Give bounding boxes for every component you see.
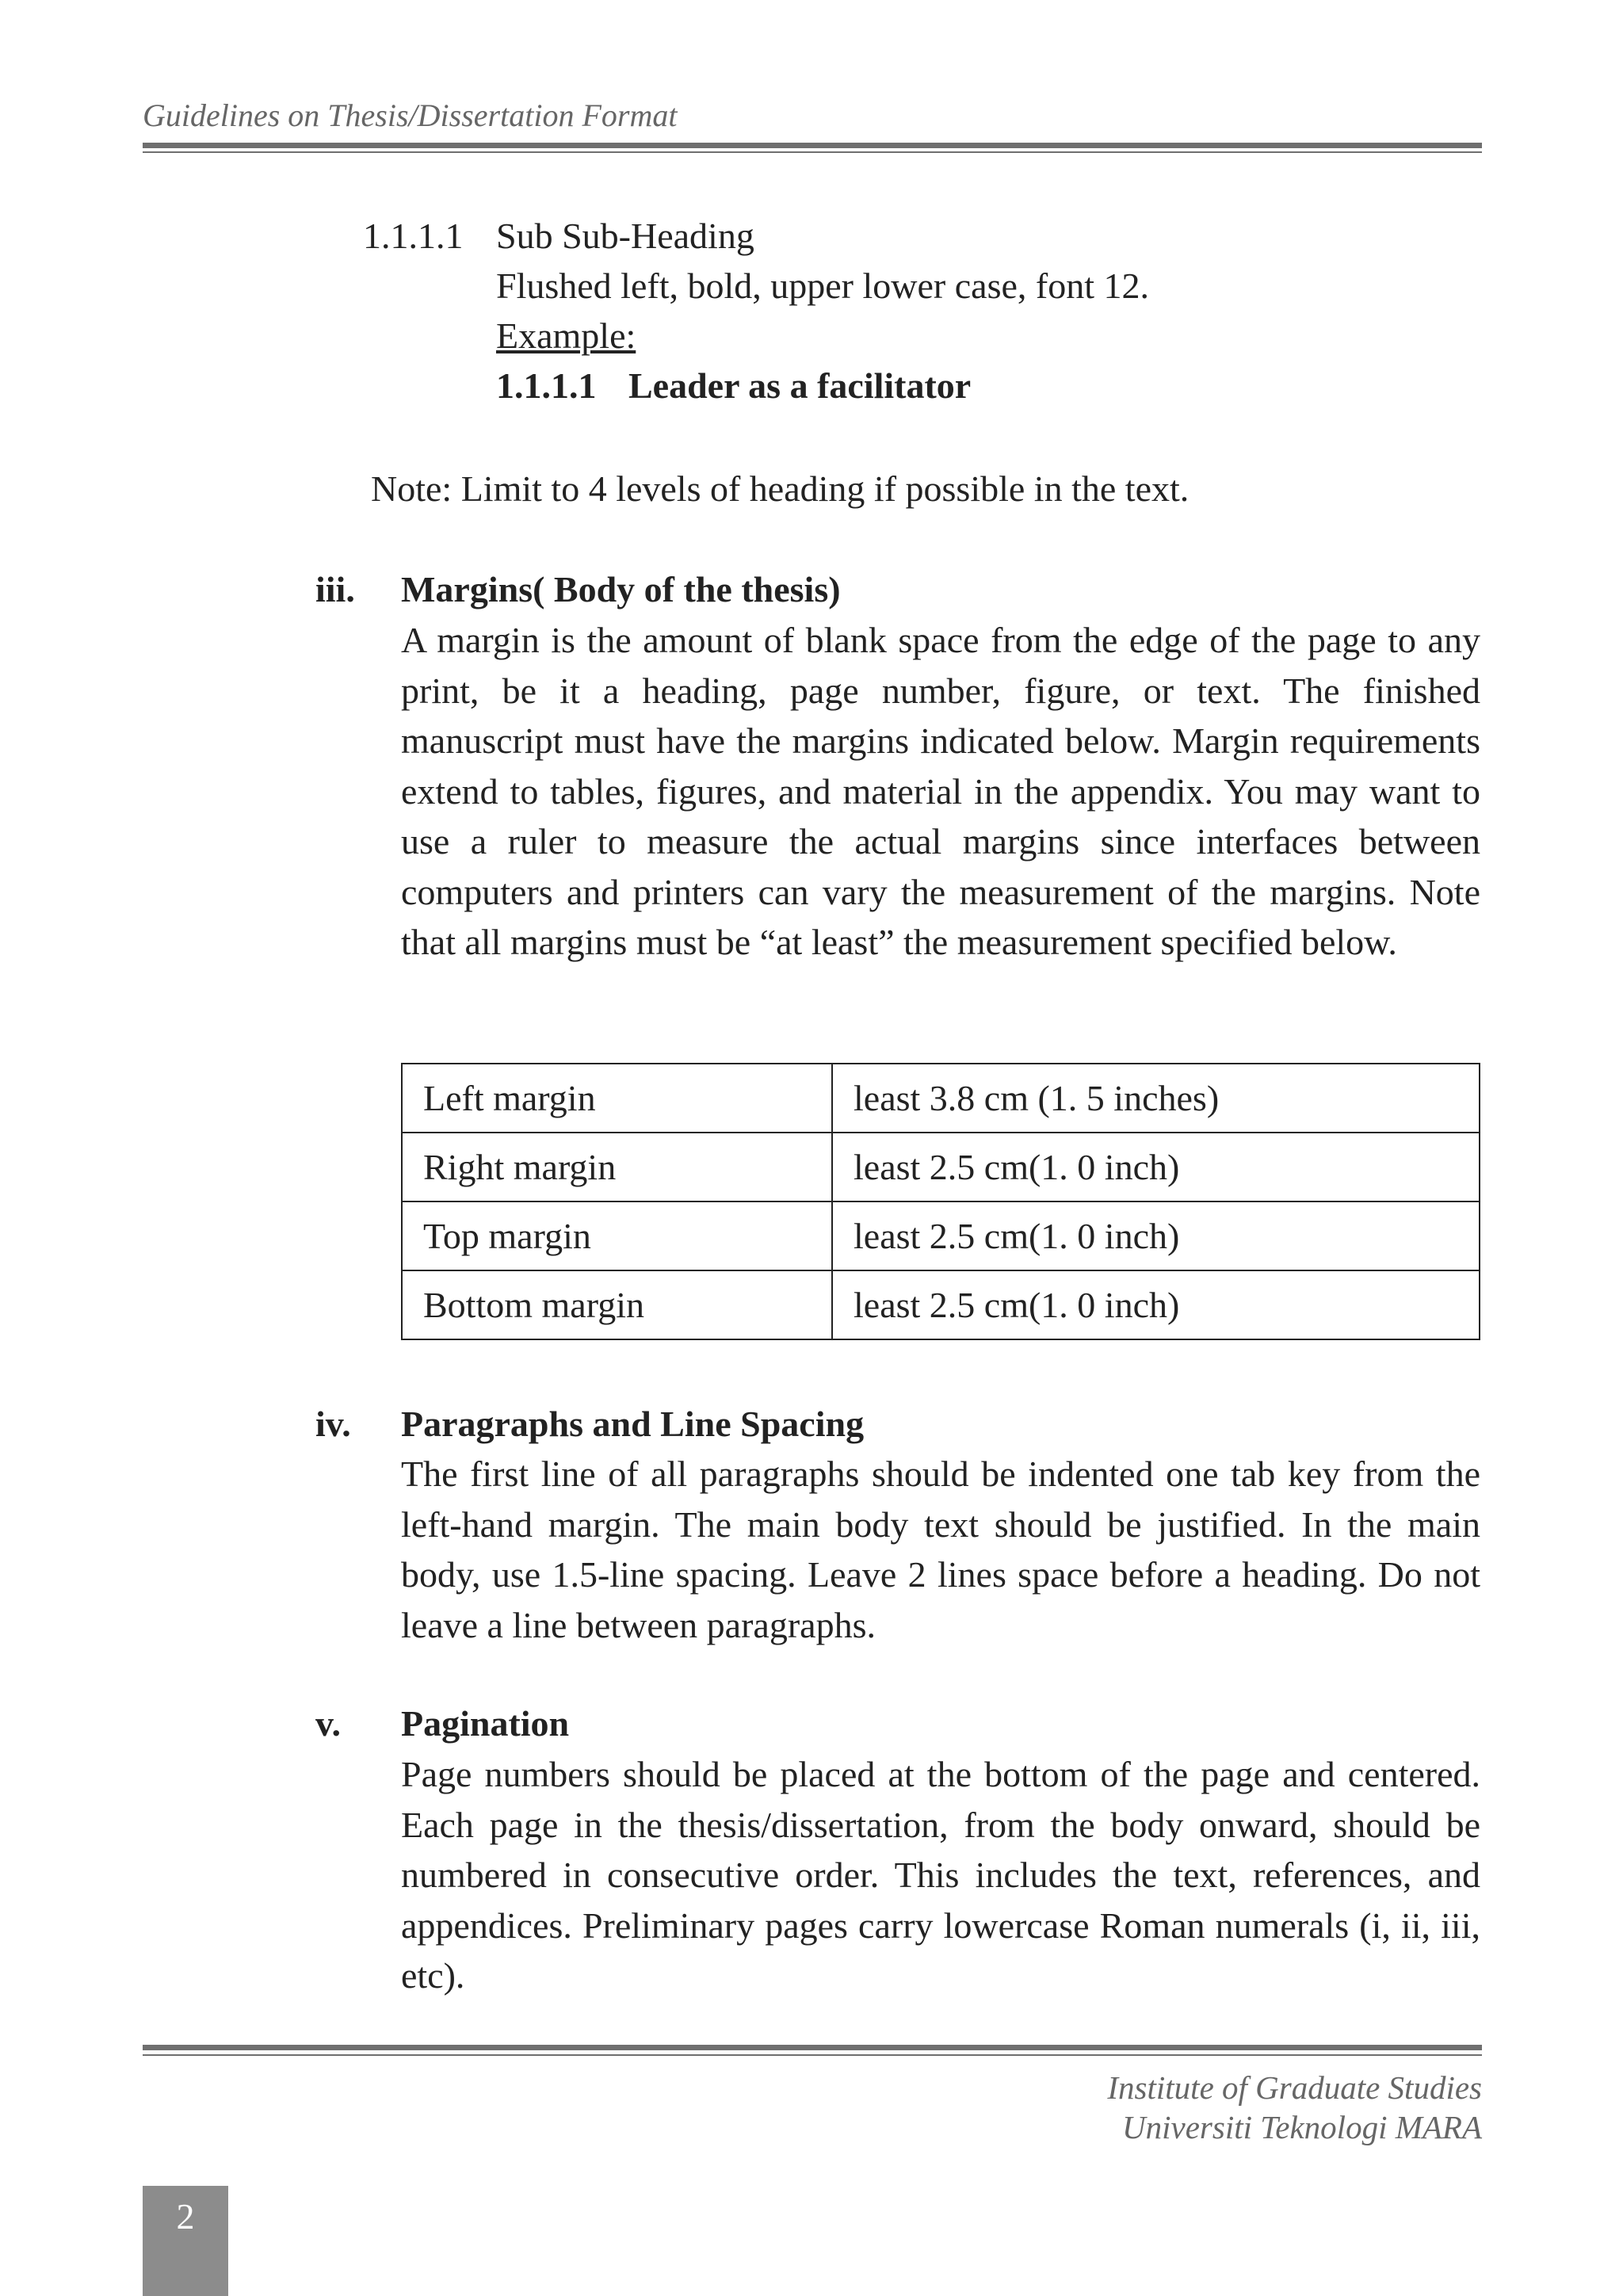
- table-cell-margin-value: least 2.5 cm(1. 0 inch): [832, 1133, 1480, 1201]
- footer-institute: Institute of Graduate Studies: [1107, 2069, 1482, 2106]
- section-text-pagination: Page numbers should be placed at the bottom of the page and centered. Each page in the thesis/dissertation, from the body onward, should be numbered in consecutive order. This includes the text, references, and appendices. Preliminary pages carry lowercase Roman numerals (i, ii, iii, etc).: [401, 1754, 1480, 1996]
- table-row: [402, 1133, 1480, 1201]
- example-label: Example:: [496, 315, 636, 356]
- footer-rule-thick: [143, 2045, 1482, 2050]
- header-rule-thin: [143, 151, 1482, 153]
- heading-levels-note: Note: Limit to 4 levels of heading if possible in the text.: [371, 468, 1190, 509]
- table-row: [402, 1201, 1480, 1270]
- section-title-paragraphs: Paragraphs and Line Spacing: [401, 1404, 865, 1444]
- margins-table: [401, 1063, 1480, 1340]
- table-row: [402, 1064, 1480, 1133]
- section-title-pagination: Pagination: [401, 1703, 570, 1744]
- table-cell-margin-name: Bottom margin: [402, 1270, 832, 1339]
- header-rule-thick: [143, 143, 1482, 148]
- page-number: 2: [176, 2196, 195, 2237]
- subheading-title: Sub Sub-Heading: [496, 216, 754, 256]
- section-number-pagination: v.: [315, 1703, 341, 1744]
- section-number-margins: iii.: [315, 569, 355, 609]
- section-text-margins: A margin is the amount of blank space from the edge of the page to any print, be it a heading, page number, figure, or text. The finished manuscript must have the margins indicated below. Margin requirements extend to tables, figures, and material in the appendix. You may want to use a ruler to measure the actual margins since interfaces between computers and printers can vary the measurement of the margins. Note that all margins must be “at least” the measurement specified below.: [401, 620, 1480, 962]
- subheading-number: 1.1.1.1: [363, 216, 464, 256]
- table-cell-margin-name: Top margin: [402, 1201, 832, 1270]
- table-cell-margin-value: least 2.5 cm(1. 0 inch): [832, 1270, 1480, 1339]
- example-heading-title: Leader as a facilitator: [628, 365, 972, 406]
- subheading-description: Flushed left, bold, upper lower case, font 12.: [496, 266, 1149, 306]
- table-cell-margin-name: Left margin: [402, 1064, 832, 1133]
- section-title-margins: Margins( Body of the thesis): [401, 569, 841, 609]
- section-number-paragraphs: iv.: [315, 1404, 351, 1444]
- footer-rule-thin: [143, 2054, 1482, 2056]
- running-header: Guidelines on Thesis/Dissertation Format: [143, 97, 678, 133]
- table-row: [402, 1270, 1480, 1339]
- table-cell-margin-value: least 2.5 cm(1. 0 inch): [832, 1201, 1480, 1270]
- table-cell-margin-name: Right margin: [402, 1133, 832, 1201]
- section-text-paragraphs: The first line of all paragraphs should be indented one tab key from the left-hand margin. The main body text should be justified. In the main body, use 1.5-line spacing. Leave 2 lines space before a heading. Do not leave a line between paragraphs.: [401, 1454, 1480, 1645]
- table-cell-margin-value: least 3.8 cm (1. 5 inches): [832, 1064, 1480, 1133]
- example-heading-number: 1.1.1.1: [496, 365, 597, 406]
- footer-university: Universiti Teknologi MARA: [1122, 2109, 1482, 2145]
